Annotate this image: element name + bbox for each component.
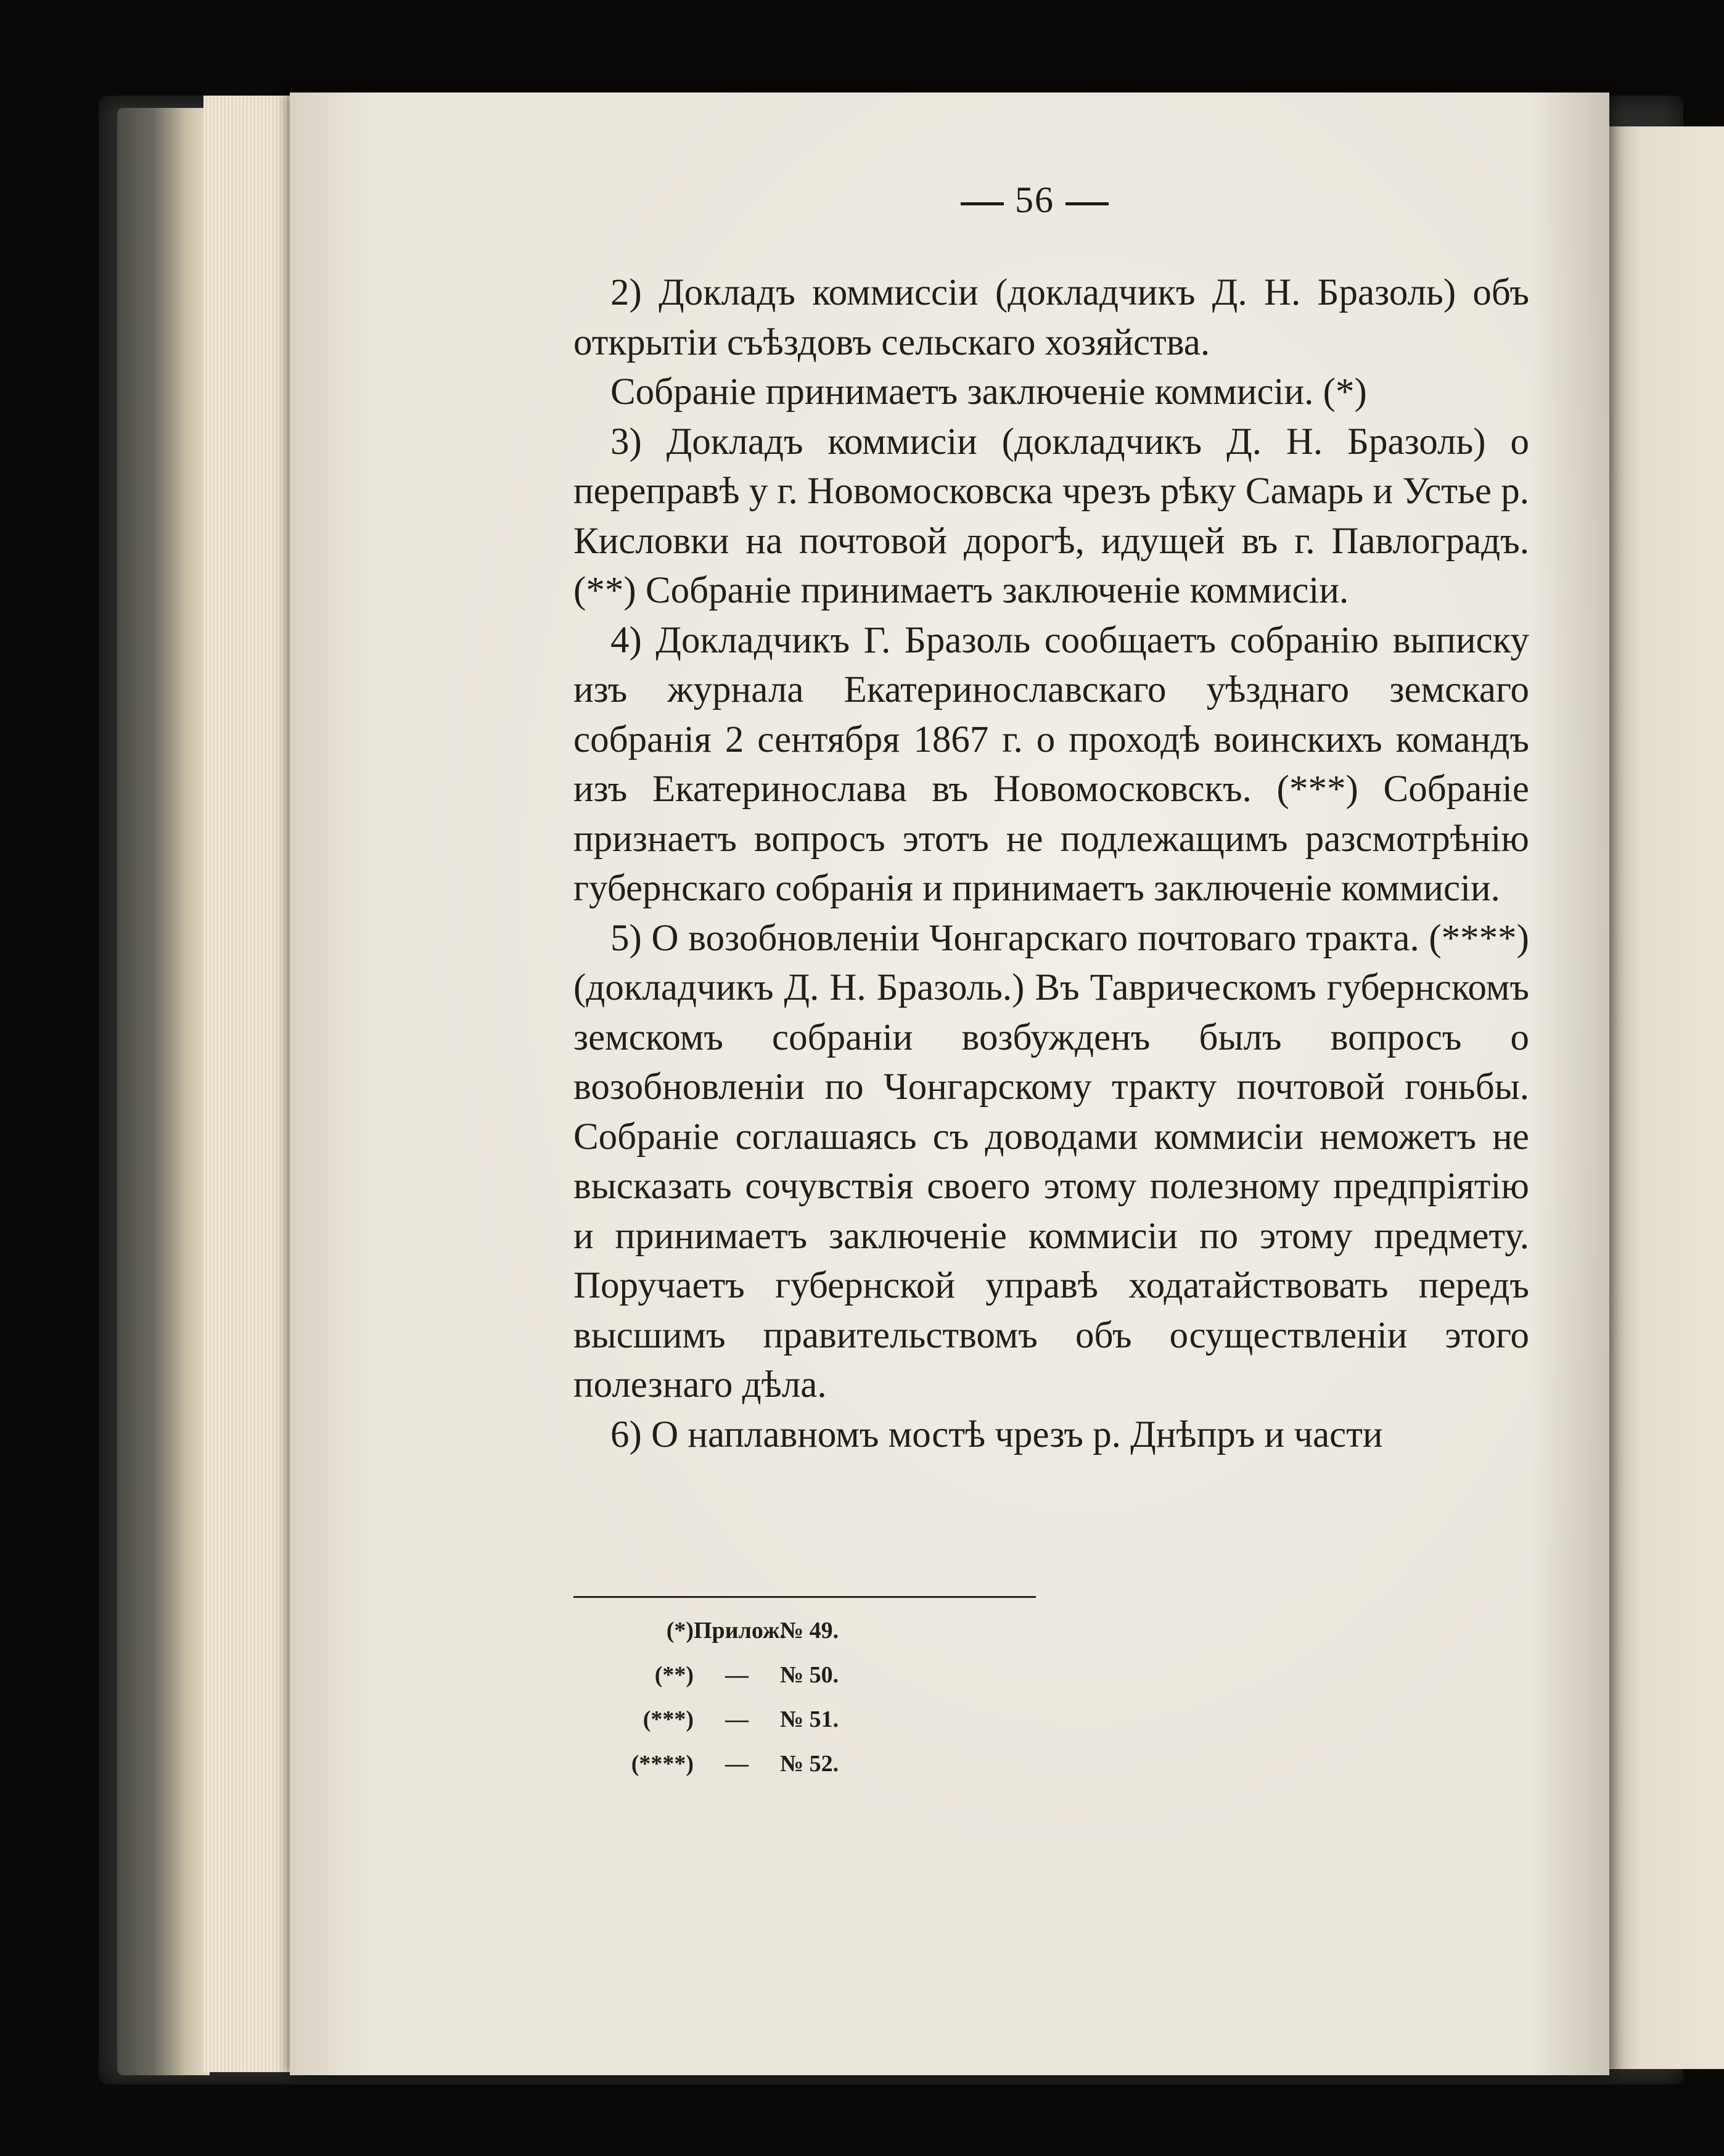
footnote-row [617, 1697, 854, 1742]
footnote-row [617, 1653, 854, 1697]
page-header [950, 179, 1120, 221]
book-spine-edge [117, 108, 210, 2075]
footnote-mark: (***) [642, 1706, 694, 1732]
page-stack-edge [203, 96, 302, 2072]
footnote-ref: Прилож. [694, 1618, 786, 1644]
footnote-ref: — [725, 1706, 749, 1732]
header-dash-right [1065, 202, 1109, 205]
footnote-ref: — [725, 1662, 749, 1688]
footnote-number: № 52. [780, 1751, 839, 1777]
body-text [573, 268, 1529, 1460]
footnote-mark: (****) [631, 1751, 694, 1777]
header-dash-left [961, 202, 1004, 205]
paragraph: 5) О возобновленіи Чонгарскаго почтоваго тракта. (****) (докладчикъ Д. Н. Бразоль.) Въ Таврическомъ губернскомъ земскомъ собраніи возбужденъ былъ вопросъ о возобновленіи по Чонгарскому тракту почтовой гоньбы. Собраніе соглашаясь съ доводами коммисіи неможетъ не высказать сочувствія своего этому полезному предпріятію и принимаетъ заключеніе коммисіи по этому предмету. Поручаетъ губернской управѣ ходатайствовать передъ высшимъ правительствомъ объ осуществленіи этого полезнаго дѣла. [573, 917, 1529, 1405]
footnote-number: № 51. [780, 1706, 839, 1732]
paragraph: 2) Докладъ коммиссіи (докладчикъ Д. Н. Бразоль) объ открытіи съѣздовъ сельскаго хозяйства. [573, 272, 1529, 363]
footnote-mark: (*) [666, 1618, 694, 1644]
footnote-mark: (**) [654, 1662, 694, 1688]
footnote-row [617, 1742, 854, 1786]
footnote-number: № 49. [780, 1618, 839, 1644]
footnote-row [617, 1608, 854, 1653]
footnote-number: № 50. [780, 1662, 839, 1688]
page-number: 56 [1015, 179, 1054, 220]
paragraph: Собраніе принимаетъ заключеніе коммисіи. (*) [610, 371, 1367, 413]
facing-page [1603, 126, 1724, 2069]
footnote-ref: — [725, 1751, 749, 1777]
footnotes [617, 1608, 854, 1786]
paragraph: 4) Докладчикъ Г. Бразоль сообщаетъ собранію выписку изъ журнала Екатеринославскаго уѣзднаго земскаго собранія 2 сентября 1867 г. о проходѣ воинскихъ командъ изъ Екатеринослава въ Новомосковскъ. (***) Собраніе признаетъ вопросъ этотъ не подлежащимъ разсмотрѣнію губернскаго собранія и принимаетъ заключеніе коммисіи. [573, 619, 1529, 909]
paragraph: 6) О наплавномъ мостѣ чрезъ р. Днѣпръ и части [610, 1413, 1383, 1455]
paragraph: 3) Докладъ коммисіи (докладчикъ Д. Н. Бразоль) о переправѣ у г. Новомосковска чрезъ рѣку Самарь и Устье р. Кисловки на почтовой дорогѣ, идущей въ г. Павлоградъ. (**) Собраніе принимаетъ заключеніе коммисіи. [573, 421, 1529, 611]
footnote-divider [573, 1596, 1036, 1598]
